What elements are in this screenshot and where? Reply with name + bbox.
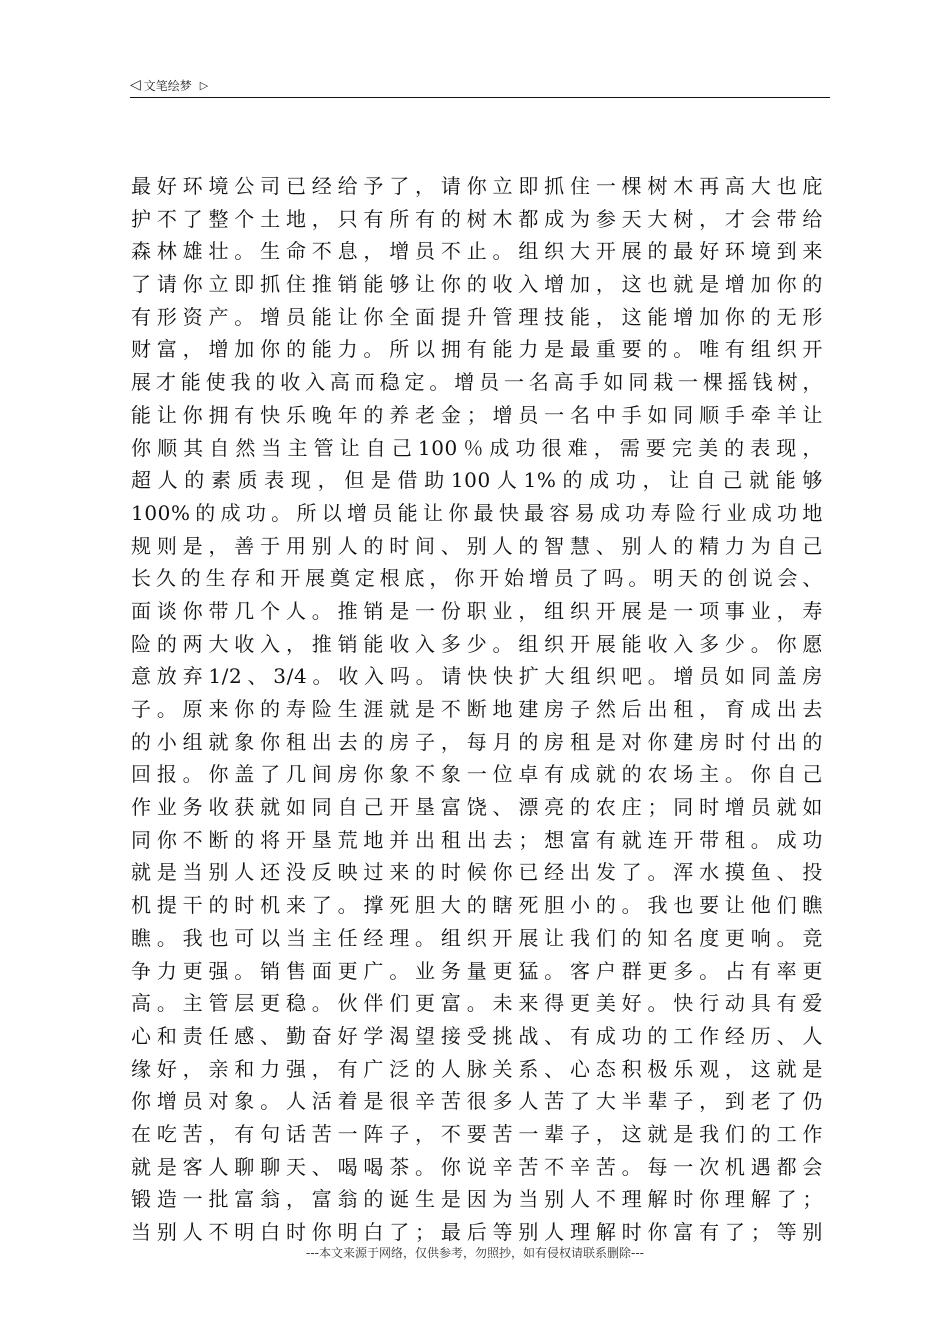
- footer-disclaimer: ---本文来源于网络，仅供参考，勿照抄，如有侵权请联系删除---: [306, 1246, 644, 1260]
- body-line: 作业务收获就如同自己开垦富饶、漂亮的农庄；同时增员就如: [131, 795, 823, 820]
- body-line: 你顺其自然当主管让自己100％成功很难，需要完美的表现，: [131, 435, 823, 460]
- body-line: 就是客人聊聊天、喝喝茶。你说辛苦不辛苦。每一次机遇都会: [131, 1154, 823, 1179]
- body-line: 有形资产。增员能让你全面提升管理技能，这能增加你的无形: [131, 304, 823, 329]
- triangle-right-icon: ▷: [199, 78, 209, 92]
- body-line: 能让你拥有快乐晚年的养老金；增员一名中手如同顺手牵羊让: [131, 402, 823, 427]
- page-header: [130, 74, 830, 96]
- body-line: 瞧。我也可以当主任经理。组织开展让我们的知名度更响。竞: [131, 925, 823, 950]
- body-line: 长久的生存和开展奠定根底，你开始增员了吗。明天的创说会、: [131, 566, 823, 591]
- triangle-left-icon: ◁: [130, 77, 141, 93]
- body-line: 最好环境公司已经给予了，请你立即抓住一棵树木再高大也庇: [131, 174, 823, 198]
- header-title: 文笔绘梦: [143, 78, 192, 93]
- body-line: 100%的成功。所以增员能让你最快最容易成功寿险行业成功地: [131, 500, 823, 525]
- body-line: 心和责任感、勤奋好学渴望接受挑战、有成功的工作经历、人: [131, 1023, 823, 1048]
- body-line: 意放弃1/2、3/4。收入吗。请快快扩大组织吧。增员如同盖房: [131, 664, 823, 689]
- body-line: 子。原来你的寿险生涯就是不断地建房子然后出租，育成出去: [131, 697, 823, 721]
- body-line: 高。主管层更稳。伙伴们更富。未来得更美好。快行动具有爱: [131, 991, 823, 1016]
- body-line: 展才能使我的收入高而稳定。增员一名高手如同栽一棵摇钱树，: [131, 370, 823, 395]
- body-line: 护不了整个土地，只有所有的树木都成为参天大树，才会带给: [131, 206, 823, 231]
- body-line: 险的两大收入，推销能收入多少。组织开展能收入多少。你愿: [131, 631, 823, 656]
- header-divider: [130, 97, 830, 98]
- body-line: 当别人不明白时你明白了；最后等别人理解时你富有了；等别: [131, 1220, 823, 1244]
- body-line: 你增员对象。人活着是很辛苦很多人苦了大半辈子，到老了仍: [131, 1089, 823, 1114]
- body-line: 同你不断的将开垦荒地并出租出去；想富有就连开带租。成功: [131, 827, 823, 852]
- body-line: 森林雄壮。生命不息，增员不止。组织大开展的最好环境到来: [131, 239, 823, 264]
- body-line: 规则是，善于用别人的时间、别人的智慧、别人的精力为自己: [131, 533, 823, 558]
- body-line: 机提干的时机来了。撑死胆大的瞎死胆小的。我也要让他们瞧: [131, 893, 823, 918]
- document-body: [131, 170, 823, 1249]
- body-line: 财富，增加你的能力。所以拥有能力是最重要的。唯有组织开: [131, 337, 823, 362]
- body-line: 在吃苦，有句话苦一阵子，不要苦一辈子，这就是我们的工作: [131, 1121, 823, 1146]
- body-line: 的小组就象你租出去的房子，每月的房租是对你建房时付出的: [131, 729, 823, 754]
- body-line: 就是当别人还没反映过来的时候你已经出发了。浑水摸鱼、投: [131, 860, 823, 885]
- body-line: 超人的素质表现，但是借助100人1%的成功，让自己就能够: [131, 468, 823, 493]
- body-line: 了请你立即抓住推销能够让你的收入增加，这也就是增加你的: [131, 272, 823, 297]
- body-line: 争力更强。销售面更广。业务量更猛。客户群更多。占有率更: [131, 958, 823, 983]
- body-line: 回报。你盖了几间房你象不象一位卓有成就的农场主。你自己: [131, 762, 823, 787]
- body-line: 面谈你带几个人。推销是一份职业，组织开展是一项事业，寿: [131, 598, 823, 623]
- body-line: 缘好，亲和力强，有广泛的人脉关系、心态积极乐观，这就是: [131, 1056, 823, 1081]
- body-line: 锻造一批富翁，富翁的诞生是因为当别人不理解时你理解了；: [131, 1187, 823, 1212]
